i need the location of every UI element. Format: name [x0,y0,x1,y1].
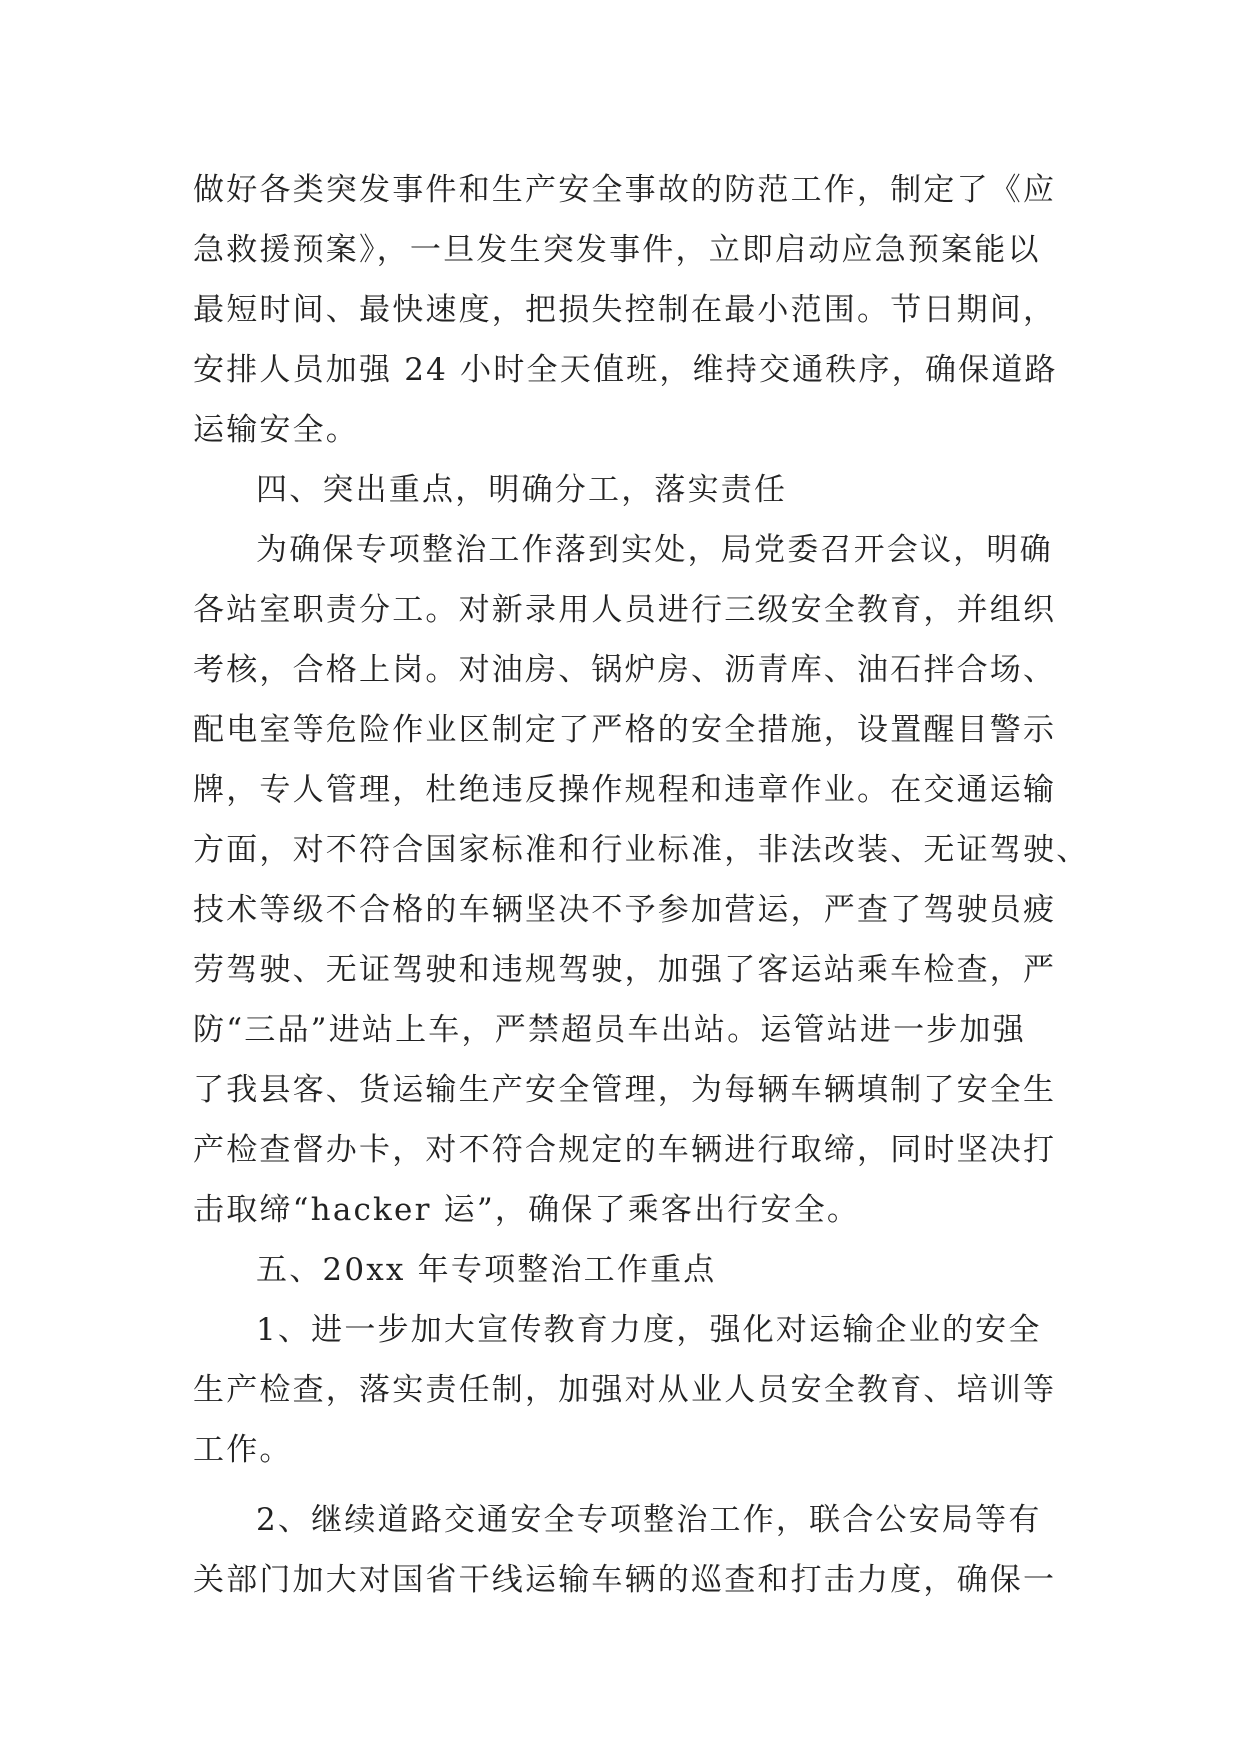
text-line: 运输安全。 [193,412,359,448]
text-line: 劳驾驶、无证驾驶和违规驾驶，加强了客运站乘车检查，严 [193,952,1057,988]
text-line: 急救援预案》，一旦发生突发事件，立即启动应急预案能以 [193,232,1041,268]
text-line: 工作。 [193,1432,293,1468]
section-heading: 五、20xx 年专项整治工作重点 [256,1252,717,1288]
text-line: 生产检查，落实责任制，加强对从业人员安全教育、培训等 [193,1372,1057,1408]
text-line: 关部门加大对国省干线运输车辆的巡查和打击力度，确保一 [193,1562,1057,1598]
text-line: 产检查督办卡，对不符合规定的车辆进行取缔，同时坚决打 [193,1132,1057,1168]
section-heading: 四、突出重点，明确分工，落实责任 [256,472,788,508]
list-item-1: 1、进一步加大宣传教育力度，强化对运输企业的安全 [256,1312,1042,1348]
text-line: 牌，专人管理，杜绝违反操作规程和违章作业。在交通运输 [193,772,1057,808]
text-line: 为确保专项整治工作落到实处，局党委召开会议，明确 [256,532,1053,568]
text-line: 防“三品”进站上车，严禁超员车出站。运管站进一步加强 [193,1012,1026,1048]
list-item-2: 2、继续道路交通安全专项整治工作，联合公安局等有 [256,1502,1042,1538]
text-line: 方面，对不符合国家标准和行业标准，非法改装、无证驾驶、 [193,832,1090,868]
text-line: 技术等级不合格的车辆坚决不予参加营运，严查了驾驶员疲 [193,892,1057,928]
text-line: 考核，合格上岗。对油房、锅炉房、沥青库、油石拌合场、 [193,652,1057,688]
text-line: 各站室职责分工。对新录用人员进行三级安全教育，并组织 [193,592,1057,628]
text-line: 做好各类突发事件和生产安全事故的防范工作，制定了《应 [193,172,1057,208]
text-line: 最短时间、最快速度，把损失控制在最小范围。节日期间， [193,292,1057,328]
text-line: 安排人员加强 24 小时全天值班，维持交通秩序，确保道路 [193,352,1058,388]
text-line: 配电室等危险作业区制定了严格的安全措施，设置醒目警示 [193,712,1057,748]
text-line: 了我县客、货运输生产安全管理，为每辆车辆填制了安全生 [193,1072,1057,1108]
text-line: 击取缔“hacker 运”，确保了乘客出行安全。 [193,1192,861,1228]
